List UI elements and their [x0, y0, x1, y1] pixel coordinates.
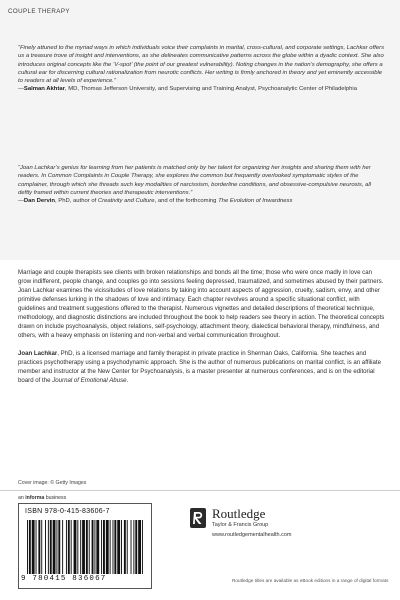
review-akhtar — [18, 44, 386, 94]
isbn-barcode-box — [18, 503, 152, 589]
isbn-number: ISBN 978-0-415-83606-7 — [25, 508, 110, 515]
author-bio — [18, 349, 386, 385]
routledge-logo-icon — [190, 508, 206, 528]
header-band — [0, 0, 400, 23]
book-description-section — [18, 268, 386, 394]
review-dervin — [18, 164, 386, 205]
informa-business-line — [18, 495, 66, 501]
ebook-availability-note: Routledge titles are available as eBook editions in a range of digital formats — [232, 578, 389, 583]
publisher-group: Taylor & Francis Group — [212, 522, 269, 528]
review-attribution — [18, 197, 386, 205]
footer-divider — [0, 490, 400, 491]
review-attribution — [18, 85, 386, 93]
barcode-digits: 9 780415 836067 — [21, 575, 107, 583]
book-description: Marriage and couple therapists see clients with broken relationships and bonds all the time; those who were once madly in love can grow indifferent, people change, and couples go into sessions feeling depressed, traumatized, and sometimes abused by their partners. Joan Lachkar examines the vicissitudes of love relations by taking into account aspects of aggression, cruelty, sadism, envy, and other primitive defenses lurking in the shadows of love and intimacy. Each chapter revolves around a specific situational conflict, with guidelines and treatment suggestions offered to the therapist. Numerous vignettes and detailed descriptions of theoretical technique, methodology, and diagnostic distinctions are included throughout the book to help readers see theory in action. The theoretical concepts drawn on include psychoanalysis, object relations, self-psychology, attachment theory, dialectical behavioral therapy, mindfulness, and others, with a heavy emphasis on listening and non-verbal and verbal communication throughout. — [18, 269, 385, 339]
reviewer-book-title: Creativity and Culture — [97, 198, 155, 205]
reviewer-credentials-cont: , and of the forthcoming — [154, 198, 219, 205]
barcode-graphic — [25, 520, 145, 574]
reviewer-book-title: The Evolution of Inwardness — [218, 198, 293, 205]
informa-suffix: business — [44, 495, 67, 501]
reviewer-credentials: , PhD, author of — [55, 198, 98, 205]
publisher-name: Routledge — [212, 506, 266, 521]
journal-title: Journal of Emotional Abuse — [52, 377, 127, 384]
publisher-url[interactable]: www.routledgementalhealth.com — [212, 532, 292, 538]
informa-prefix: an — [18, 495, 26, 501]
author-bio-text: , PhD, is a licensed marriage and family therapist in private practice in Sherman Oaks, California. She teaches and practices psychotherapy using a psychodynamic approach. She is the author of numerous publications on marital conflict, is an affiliate member and instructor at the New Center for Psychoanalysis, is a master presenter at numerous conferences, and is on the editorial board of the — [18, 350, 382, 384]
author-bio-end: . — [126, 377, 129, 384]
attribution-dash: — — [18, 198, 24, 205]
cover-credit: Cover image: © Getty Images — [18, 480, 87, 486]
category-label: COUPLE THERAPY — [8, 8, 70, 15]
review-quote: “Finely attuned to the myriad ways in which individuals voice their complaints in marital, cross-cultural, and corporate settings, Lachkar offers us a treasure trove of insight and interventions, as she delineates communicative patterns across the globe within a dyadic context. She also introduces original concepts like the ‘V-spot’ (the point of our greatest vulnerability). Noting changes in the nation’s demography, she offers a cultural ear for discerning cultural rationalization from neurotic conflicts. Her writing is firmly anchored in theory and yet eminently accessible to readers at all levels of experience.” — [18, 45, 385, 85]
reviewer-credentials: , MD, Thomas Jefferson University, and Supervising and Training Analyst, Psychoanalytic Center of Philadelphia — [64, 86, 357, 93]
reviewer-name: Dan Dervin — [23, 198, 55, 205]
review-quote: “Joan Lachkar’s genius for learning from her patients is matched only by her talent for organizing her insights and sharing them with her readers. In Common Complaints in Couple Therapy, she explores the common but frequently overlooked symptomatic styles of the complainer, through which she threads such key modalities of narcissism, borderline conditions, and obsessive-compulsive neurosis, all deftly framed within current theories and therapeutic interventions.” — [18, 165, 371, 196]
informa-brand: informa — [25, 495, 45, 501]
author-name: Joan Lachkar — [18, 350, 58, 357]
reviewer-name: Salman Akhtar — [23, 86, 65, 93]
attribution-dash: — — [18, 86, 24, 93]
